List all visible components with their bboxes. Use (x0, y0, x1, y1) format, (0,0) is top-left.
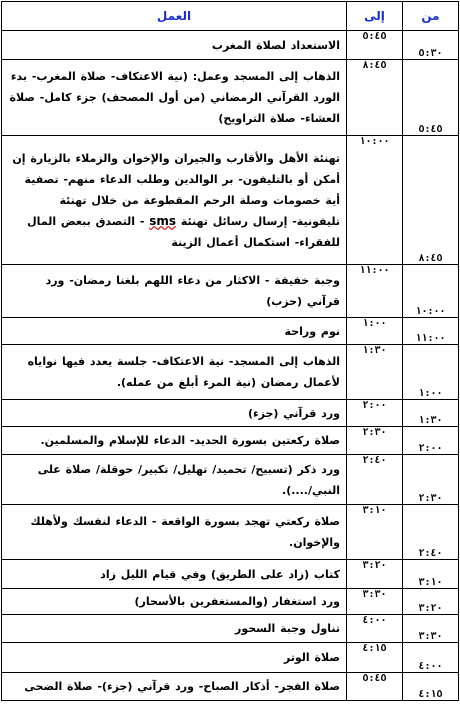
to-time: ٥:٤٥ (347, 31, 403, 60)
header-to: إلى (347, 2, 403, 31)
table-row (2, 589, 459, 615)
table-row (2, 345, 459, 400)
table-row (2, 505, 459, 560)
to-time: ٢:٤٠ (347, 455, 403, 505)
to-time: ٥:٤٥ (347, 673, 403, 701)
from-time: ٢:٤٠ (403, 505, 459, 560)
table-row (2, 31, 459, 60)
from-time: ٣:٣٠ (403, 615, 459, 643)
from-time: ٢:٣٠ (403, 455, 459, 505)
task-cell: الذهاب إلى المسجد- نية الاعتكاف- جلسة يعدد فيها نواياه لأعمال رمضان (نية المرء أبلغ من عمله). (2, 345, 347, 400)
task-text: - التصدق ببعض المال للفقراء- استكمال أعمال الزينة (27, 214, 340, 249)
to-time: ٣:٣٠ (347, 589, 403, 615)
task-cell: كتاب (زاد على الطريق) وفي قيام الليل زاد (2, 560, 347, 589)
from-time: ٤:١٥ (403, 673, 459, 701)
from-time: ٣:١٠ (403, 560, 459, 589)
to-time: ٤:١٥ (347, 643, 403, 673)
header-from: من (403, 2, 459, 31)
to-time: ٣:٢٠ (347, 560, 403, 589)
table-row (2, 455, 459, 505)
from-time: ١٠:٠٠ (403, 265, 459, 318)
to-time: ١:٣٠ (347, 345, 403, 400)
table-row (2, 427, 459, 455)
task-text: تهنئة الأهل والأقارب والجيران والإخوان والزملاء بالزيارة إن أمكن أو بالتليفون- بر الوالدين وطلب الدعاء منهم- تصفية أية خصومات وصلة الرحم المقطوعة من خلال تهنئة تليفونية- إرسال رسائل تهنئة (12, 151, 340, 228)
from-time: ١:٠٠ (403, 345, 459, 400)
table-row (2, 265, 459, 318)
task-cell: صلاة ركعتي تهجد بسورة الواقعة - الدعاء لنفسك ولأهلك والإخوان. (2, 505, 347, 560)
task-cell: نوم وراحة (2, 318, 347, 345)
header-task: العمل (2, 2, 347, 31)
task-cell: ورد ذكر (تسبيح/ تحميد/ تهليل/ تكبير/ حوقلة/ صلاة على النبي/....). (2, 455, 347, 505)
sms-word: sms (149, 213, 177, 228)
from-time: ٥:٣٠ (403, 31, 459, 60)
from-time: ١:٣٠ (403, 400, 459, 427)
table-row (2, 643, 459, 673)
task-cell (2, 136, 347, 265)
task-cell: الذهاب إلى المسجد وعمل: (نية الاعتكاف- صلاة المغرب- بدء الورد القرآني الرمضاني (من أول المصحف) جزء كامل- صلاة العشاء- صلاة التراويح) (2, 60, 347, 136)
table-row (2, 615, 459, 643)
to-time: ١١:٠٠ (347, 265, 403, 318)
to-time: ٢:٣٠ (347, 427, 403, 455)
from-time: ٢:٠٠ (403, 427, 459, 455)
to-time: ٣:١٠ (347, 505, 403, 560)
task-cell: تناول وجبة السحور (2, 615, 347, 643)
to-time: ١٠:٠٠ (347, 136, 403, 265)
to-time: ٤:٠٠ (347, 615, 403, 643)
table-row (2, 136, 459, 265)
to-time: ٢:٠٠ (347, 400, 403, 427)
task-cell: صلاة الوتر (2, 643, 347, 673)
task-cell: ورد استغفار (والمستغفرين بالأسحار) (2, 589, 347, 615)
task-cell: وجبة خفيفة - الاكثار من دعاء اللهم بلغنا رمضان- ورد قرآني (حزب) (2, 265, 347, 318)
to-time: ٨:٤٥ (347, 60, 403, 136)
to-time: ١:٠٠ (347, 318, 403, 345)
table-row (2, 400, 459, 427)
header-row (2, 2, 459, 31)
table-row (2, 60, 459, 136)
from-time: ٤:٠٠ (403, 643, 459, 673)
task-cell: صلاة الفجر- أذكار الصباح- ورد قرآني (جزء)- صلاة الضحى (2, 673, 347, 701)
from-time: ٥:٤٥ (403, 60, 459, 136)
task-cell: الاستعداد لصلاة المغرب (2, 31, 347, 60)
task-cell: صلاة ركعتين بسورة الحديد- الدعاء للإسلام والمسلمين. (2, 427, 347, 455)
table-row (2, 560, 459, 589)
from-time: ٣:٢٠ (403, 589, 459, 615)
table-row (2, 673, 459, 701)
table-row (2, 318, 459, 345)
ramadan-schedule-table (1, 1, 459, 701)
task-cell: ورد قرآني (جزء) (2, 400, 347, 427)
from-time: ٨:٤٥ (403, 136, 459, 265)
from-time: ١١:٠٠ (403, 318, 459, 345)
